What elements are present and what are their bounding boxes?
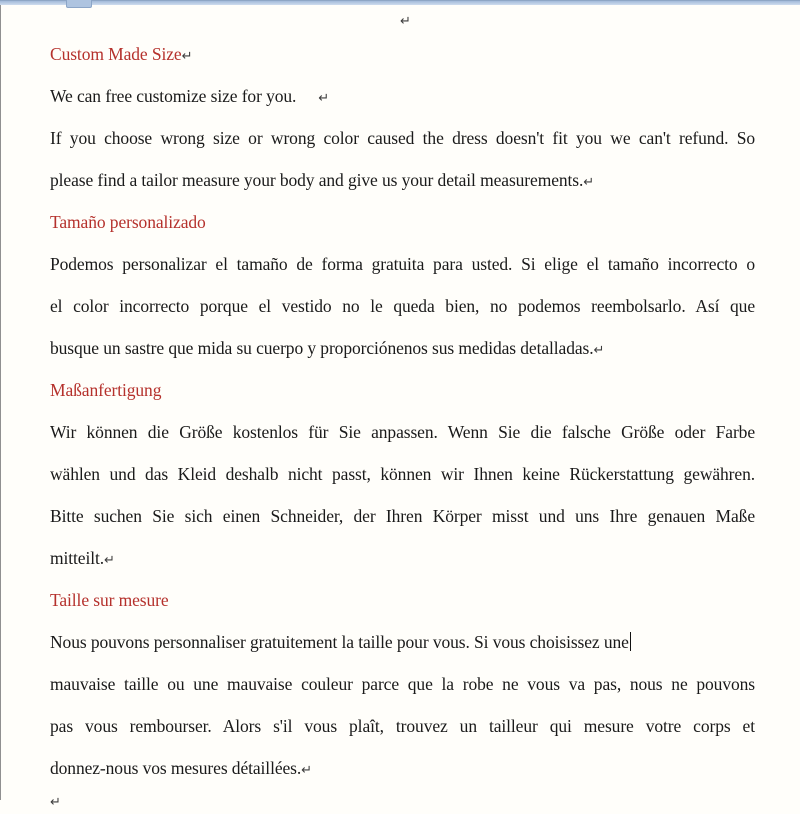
line-text: wählen und das Kleid deshalb nicht passt, können wir Ihnen keine Rückerstattung gewähren. <box>50 464 755 484</box>
text-line[interactable] <box>50 495 755 537</box>
text-line[interactable] <box>50 705 755 747</box>
line-text: pas vous rembourser. Alors s'il vous plaît, trouvez un tailleur qui mesure votre corps et <box>50 716 755 736</box>
text-line[interactable] <box>50 747 755 789</box>
text-line[interactable] <box>50 411 755 453</box>
paragraph-mark-icon: ↵ <box>50 795 61 810</box>
text-line[interactable] <box>50 285 755 327</box>
text-line[interactable] <box>50 453 755 495</box>
paragraph-mark-icon: ↵ <box>181 49 193 64</box>
empty-paragraph[interactable] <box>50 789 755 813</box>
paragraph-mark-icon: ↵ <box>583 175 595 190</box>
line-text: If you choose wrong size or wrong color caused the dress doesn't fit you we can't refund. So <box>50 128 755 148</box>
heading-text: Taille sur mesure <box>50 590 169 610</box>
line-text: Podemos personalizar el tamaño de forma gratuita para usted. Si elige el tamaño incorrecto o <box>50 254 755 274</box>
window-top-bar <box>0 0 800 5</box>
line-text: mitteilt. <box>50 548 105 568</box>
section-heading[interactable] <box>50 201 755 243</box>
line-text: el color incorrecto porque el vestido no le queda bien, no podemos reembolsarlo. Así que <box>50 296 755 316</box>
paragraph-mark-icon: ↵ <box>400 14 411 29</box>
line-text: Nous pouvons personnaliser gratuitement la taille pour vous. Si vous choisissez une <box>50 632 629 652</box>
text-line[interactable] <box>50 621 755 663</box>
section-heading[interactable] <box>50 369 755 411</box>
text-line[interactable] <box>50 75 755 117</box>
line-text: please find a tailor measure your body and give us your detail measurements. <box>50 170 584 190</box>
section-heading[interactable] <box>50 579 755 621</box>
document-body[interactable] <box>50 5 755 813</box>
paragraph-mark-icon: ↵ <box>318 91 330 106</box>
text-line[interactable] <box>50 537 755 579</box>
section-heading[interactable] <box>50 33 755 75</box>
page-left-border <box>0 5 1 800</box>
line-text: busque un sastre que mida su cuerpo y proporciónenos sus medidas detalladas. <box>50 338 594 358</box>
paragraph-mark-icon: ↵ <box>104 553 115 568</box>
empty-paragraph[interactable] <box>50 5 755 33</box>
line-text: Bitte suchen Sie sich einen Schneider, der Ihren Körper misst und uns Ihre genauen Maße <box>50 506 755 526</box>
line-text: donnez-nous vos mesures détaillées. <box>50 758 302 778</box>
text-line[interactable] <box>50 117 755 159</box>
heading-text: Maßanfertigung <box>50 380 162 400</box>
paragraph-mark-icon: ↵ <box>301 763 313 778</box>
paragraph-mark-icon: ↵ <box>593 343 605 358</box>
text-line[interactable] <box>50 663 755 705</box>
heading-text: Tamaño personalizado <box>50 212 206 232</box>
line-text: mauvaise taille ou une mauvaise couleur parce que la robe ne vous va pas, nous ne pouvons <box>50 674 755 694</box>
text-cursor <box>630 632 632 651</box>
line-text: Wir können die Größe kostenlos für Sie anpassen. Wenn Sie die falsche Größe oder Farbe <box>50 422 755 442</box>
text-line[interactable] <box>50 159 755 201</box>
scroll-handle[interactable] <box>66 0 92 8</box>
text-line[interactable] <box>50 327 755 369</box>
line-text: We can free customize size for you. <box>50 86 297 106</box>
heading-text: Custom Made Size <box>50 44 182 64</box>
text-line[interactable] <box>50 243 755 285</box>
